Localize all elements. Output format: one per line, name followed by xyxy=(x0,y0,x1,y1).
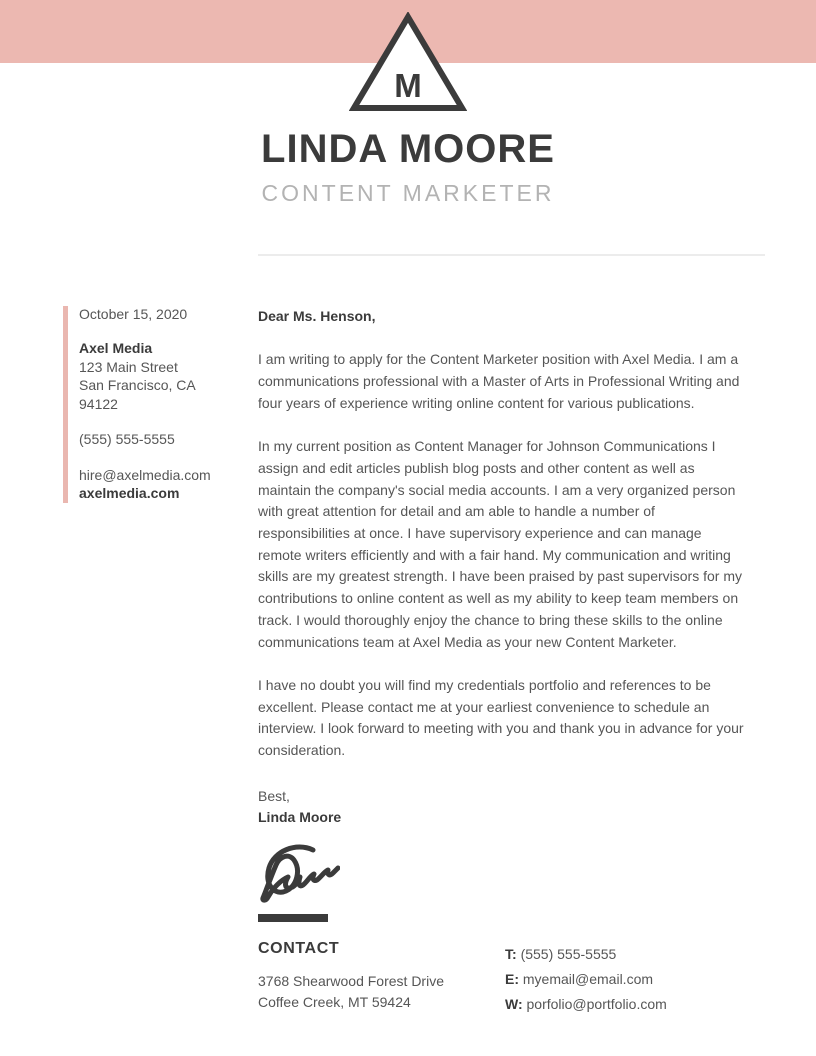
contact-email-row xyxy=(505,967,667,992)
letter-date: October 15, 2020 xyxy=(79,306,188,322)
contact-right-column xyxy=(505,942,667,1017)
closing-word: Best, xyxy=(258,787,290,804)
contact-phone-row xyxy=(505,942,667,967)
signature-icon xyxy=(258,843,340,903)
letter-body xyxy=(258,306,744,922)
recipient-contact-block xyxy=(79,466,255,503)
letter-closing-block xyxy=(258,786,744,829)
page-title: LINDA MOORE xyxy=(261,127,555,171)
recipient-street: 123 Main Street xyxy=(79,358,178,375)
letter-paragraph: I am writing to apply for the Content Marketer position with Axel Media. I am a communications professional with a Master of Arts in Professional Writing and four years of experience writing online content for various publications. xyxy=(258,351,740,411)
recipient-website: axelmedia.com xyxy=(79,485,180,501)
letter-paragraph: In my current position as Content Manager for Johnson Communications I assign and edit articles publish blog posts and other content as well as maintain the company's social media accounts. I am a very organized person with great attention for detail and am able to handle a number of responsibilities at once. I have supervisory experience and can manage remote writers efficiently and with a fair hand. My communication and writing skills are my greatest strength. I have been praised by past supervisors for my contributions to online content as well as my ability to keep team members on track. I would thoroughly enjoy the chance to bring these skills to the online communications team at Axel Media as your new Content Marketer. xyxy=(258,438,742,650)
sender-name: Linda Moore xyxy=(258,809,342,826)
contact-city: Coffee Creek, MT 59424 xyxy=(258,994,411,1010)
logo-letter: M xyxy=(394,67,422,104)
contact-email: myemail@email.com xyxy=(522,971,654,987)
contact-heading: CONTACT xyxy=(258,940,340,957)
header-divider xyxy=(258,254,765,256)
signature-block xyxy=(258,843,744,922)
logo xyxy=(349,12,467,112)
signature-underline xyxy=(258,914,328,922)
recipient-email: hire@axelmedia.com xyxy=(79,466,211,483)
contact-section xyxy=(258,940,768,1013)
email-label: E: xyxy=(505,971,519,987)
web-label: W: xyxy=(505,996,523,1012)
recipient-sidebar xyxy=(63,306,255,503)
recipient-address-block xyxy=(79,339,255,413)
letter-greeting: Dear Ms. Henson, xyxy=(258,308,376,324)
recipient-phone: (555) 555-5555 xyxy=(79,431,175,447)
letter-paragraph: I have no doubt you will find my credentials portfolio and references to be excellent. Please contact me at your earliest convenience to schedule an interview. I look forward to meeting with you and thank you in advance for your consideration. xyxy=(258,676,744,759)
contact-web: porfolio@portfolio.com xyxy=(526,996,667,1012)
phone-label: T: xyxy=(505,946,517,962)
contact-street: 3768 Shearwood Forest Drive xyxy=(258,973,444,989)
person-subtitle: CONTENT MARKETER xyxy=(261,180,555,206)
recipient-zip: 94122 xyxy=(79,395,118,412)
recipient-city: San Francisco, CA xyxy=(79,377,196,393)
triangle-logo-icon xyxy=(349,12,467,112)
contact-phone: (555) 555-5555 xyxy=(520,946,617,962)
contact-web-row xyxy=(505,992,667,1017)
recipient-company: Axel Media xyxy=(79,340,153,356)
